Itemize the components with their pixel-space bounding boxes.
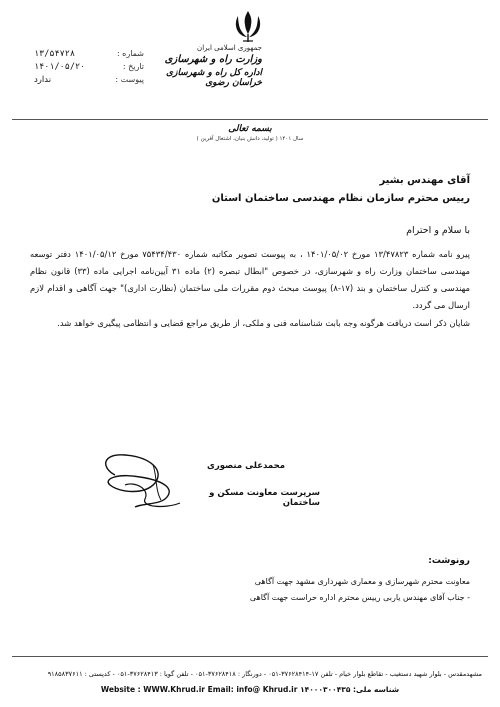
number-value: ۱۳/۵۴۷۲۸ [34, 48, 75, 59]
footer-divider [12, 656, 488, 657]
header-divider [12, 119, 488, 120]
country-name: جمهوری اسلامی ایران [197, 44, 262, 52]
year-slogan: سال ۱۴۰۱ ( تولید، دانش بنیان، اشتغال آفرین ) [196, 136, 304, 142]
attachment-value: ندارد [34, 74, 52, 85]
signer-name: محمدعلی منصوری [207, 461, 285, 471]
basmala: بسمه تعالی [228, 124, 272, 134]
letter-meta [34, 47, 144, 86]
recipient-name: آقای مهندس بشیر [379, 175, 470, 186]
footer-address: مشهدمقدس - بلوار شهید دستغیب - تقاطع بلوار خیام - تلفن ۱۷-۳۷۶۲۸۴۱۴-۰۵۱ - دورنگار : ۳۷۶۲۸۴۱۸-۰۵۱ - تلفن گویا : ۳۷۶۲۸۴۱۳-۰۵۱ - کدپستی : ۹۱۸۵۸۳۷۶۱۱ [47, 670, 482, 678]
greeting: با سلام و احترام [406, 225, 470, 236]
meta-number-row [34, 47, 144, 60]
department-name: اداره کل راه و شهرسازی خراسان رضوی [166, 68, 262, 88]
recipient-title: رییس محترم سازمان نظام مهندسی ساختمان استان [211, 193, 470, 204]
organization-heading [142, 44, 262, 88]
meta-date-row [34, 60, 144, 73]
attachment-label: پیوست : [115, 75, 144, 84]
date-value: ۱۴۰۱/۰۵/۲۰ [34, 61, 86, 72]
meta-attachment-row [34, 73, 144, 86]
signer-title: سرپرست معاونت مسکن و ساختمان [209, 488, 320, 508]
footer-contact: Website : WWW.Khrud.ir Email: info@ Khrud.ir شناسه ملی: ۱۴۰۰۰۳۰۰۴۳۵ [100, 685, 400, 694]
cc-item: معاونت محترم شهرسازی و معماری شهرداری مشهد جهت آگاهی [254, 577, 470, 586]
date-label: تاریخ : [122, 62, 144, 71]
cc-item: - جناب آقای مهندس یاربی رییس محترم اداره حراست جهت آگاهی [249, 593, 470, 602]
body-paragraph-2: شایان ذکر است دریافت هرگونه وجه بابت شناسنامه فنی و ملکی، از طریق مراجع قضایی و انتظامی پیگیری خواهد شد. [57, 318, 470, 328]
handwritten-signature [95, 445, 190, 515]
number-label: شماره : [116, 49, 144, 58]
ministry-name: وزارت راه و شهرسازی [164, 54, 262, 65]
cc-heading: رونوشت: [428, 556, 470, 566]
iran-emblem-icon [230, 8, 266, 44]
body-paragraph-1: پیرو نامه شماره ۱۳/۴۷۸۲۳ مورخ ۱۴۰۱/۰۵/۰۲ ، به پیوست تصویر مکاتبه شماره ۷۵۴۳۴/۴۳۰ مورخ ۱۴۰۱/۰۵/۱۲ دفتر توسعه مهندسی ساختمان وزارت راه و شهرسازی، در خصوص "ابطال تبصره (۲) ماده ۳۱ آیین‌نامه اجرایی ماده (۳۳) قانون نظام مهندسی و کنترل ساختمان و بند (۱۷-۸) پیوست مبحث دوم مقررات ملی ساختمان (نظارت اداری)" جهت آگاهی و اقدام لازم ارسال می گردد. [30, 249, 471, 310]
